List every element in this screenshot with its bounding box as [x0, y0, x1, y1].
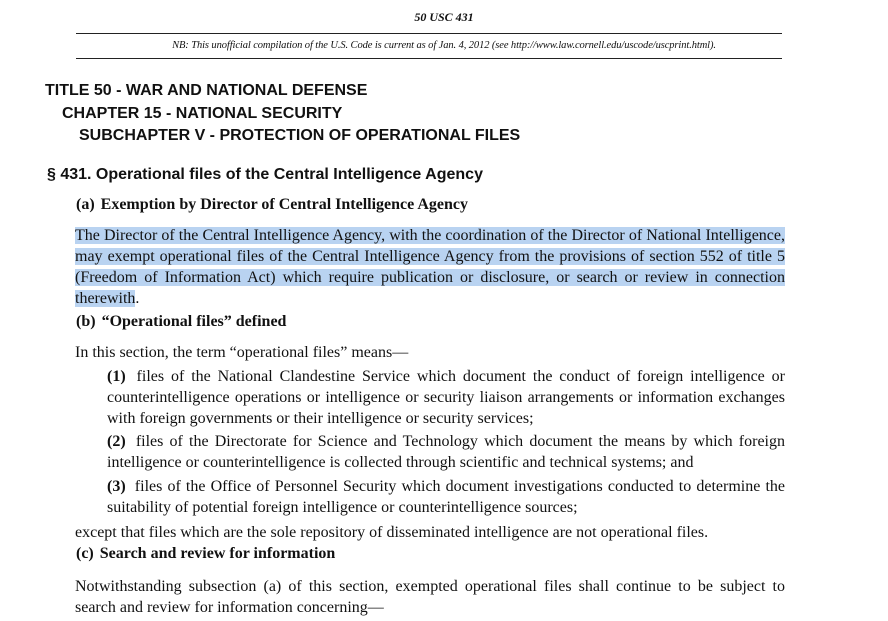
subchapter-heading: SUBCHAPTER V - PROTECTION OF OPERATIONAL FILES	[79, 127, 521, 144]
header-rule-top	[76, 33, 782, 34]
subsection-b-heading	[76, 313, 286, 331]
compilation-note: NB: This unofficial compilation of the U.S. Code is current as of Jan. 4, 2012 (see http://www.law.cornell.edu/uscode/uscprint.html).	[172, 40, 716, 51]
subsection-c-text: Notwithstanding subsection (a) of this section, exempted operational files shall continue to be subject to search and review for information concerning—	[75, 578, 785, 616]
list-item	[107, 476, 785, 518]
selected-text-highlight[interactable]: The Director of the Central Intelligence Agency, with the coordination of the Director of National Intelligence, may exempt operational files of the Central Intelligence Agency from the provisions of section 552 of title 5 (Freedom of Information Act) which require publication or disclosure, or search or review in connection therewith	[75, 227, 785, 307]
item-text: files of the National Clandestine Service which document the conduct of foreign intelligence or counterintelligence operations or intelligence or security liaison arrangements or information exchanges with foreign governments or their intelligence or security services;	[107, 368, 785, 427]
list-item	[107, 366, 785, 429]
item-text: files of the Office of Personnel Security which document investigations conducted to determine the suitability of potential foreign intelligence or counterintelligence sources;	[107, 478, 786, 516]
subsection-c-heading	[76, 545, 335, 563]
subsection-a-mark: (a)	[76, 196, 95, 213]
subsection-a-heading	[76, 196, 468, 214]
running-head: 50 USC 431	[414, 10, 474, 24]
title-heading: TITLE 50 - WAR AND NATIONAL DEFENSE	[45, 82, 368, 99]
header-rule-bottom	[76, 58, 782, 59]
subsection-c-title: Search and review for information	[99, 545, 336, 562]
list-item	[107, 431, 785, 473]
item-number: (1)	[107, 368, 126, 385]
item-number: (2)	[107, 433, 126, 450]
subsection-b-mark: (b)	[76, 313, 96, 330]
subsection-b-closing: except that files which are the sole repository of disseminated intelligence are not operational files.	[75, 524, 709, 541]
subsection-b-intro: In this section, the term “operational files” means—	[75, 344, 409, 361]
subsection-a-title: Exemption by Director of Central Intelligence Agency	[100, 196, 469, 213]
section-heading: § 431. Operational files of the Central Intelligence Agency	[47, 166, 483, 183]
subsection-b-title: “Operational files” defined	[101, 313, 287, 330]
subsection-a-end: .	[135, 290, 140, 307]
subsection-c-mark: (c)	[76, 545, 94, 562]
chapter-heading: CHAPTER 15 - NATIONAL SECURITY	[62, 105, 343, 122]
item-text: files of the Directorate for Science and Technology which document the means by which foreign intelligence or counterintelligence is collected through scientific and technical systems; and	[107, 433, 785, 471]
subsection-a-text[interactable]	[75, 225, 785, 309]
item-number: (3)	[107, 478, 126, 495]
